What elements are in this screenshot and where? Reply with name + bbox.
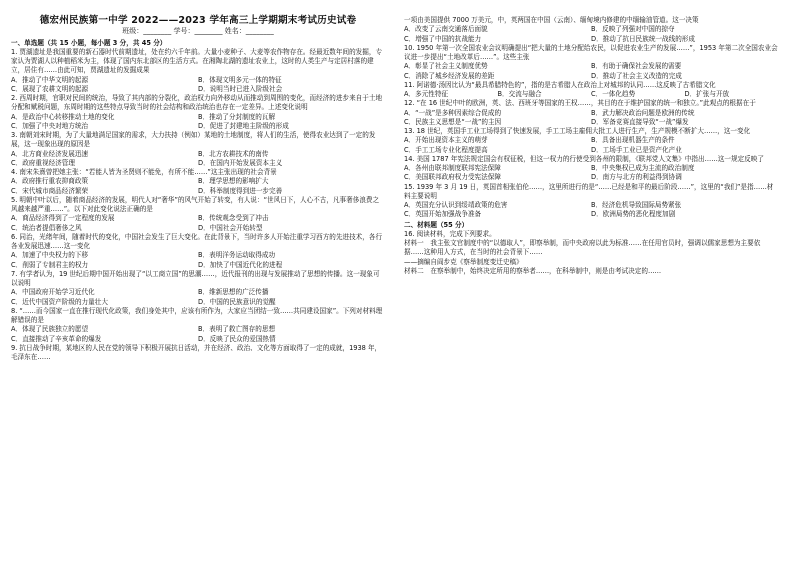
question-text: 7. 有学者认为，19 世纪后期中国开始出现了“以工商立国”的思潮……，近代报刊的出现与发展推动了思想的传播。这一现象可以说明 — [11, 269, 380, 287]
answer-option-a: A．英国充分认识到绥靖政策的危害 — [404, 201, 508, 209]
answer-option-b: D．军备竞赛直接导致“一战”爆发 — [591, 117, 689, 126]
answer-option-a: A．彰显了社会主义制度优势 — [404, 62, 488, 71]
answer-option-a: C．民族主义思想是“一战”的主因 — [404, 117, 502, 126]
answer-option-a: C．政府重视经济管理 — [11, 158, 75, 167]
question-text: 一项由美国提供 7000 万美元，中，英两国在中国（云南）、缅甸境内修建的中缅输油管道。这一决策 — [404, 16, 699, 24]
answer-options — [11, 122, 385, 131]
section-heading: 二、材料题（55 分） — [404, 220, 469, 229]
answer-option-b: B．交流与融合 — [497, 90, 542, 98]
answer-option-b: D．推动了社会主义改造的完成 — [591, 71, 682, 80]
question-text: 10. 1950 年第一次全国农业会议明确提出“把大量的土地分配给农民，以促进农业生产的发展……”，1953 年第二次全国农业会议进一步提出“土地改革后……”。这些主张 — [404, 43, 778, 61]
answer-options — [404, 201, 778, 210]
answer-options — [404, 164, 778, 173]
answer-option-a: C．削弱了专制君主的权力 — [11, 260, 89, 269]
answer-option-a: C．增强了中国的抗战能力 — [404, 34, 482, 43]
answer-option-b: D．中国的民族意识的觉醒 — [198, 297, 276, 306]
answer-option-a: A．各州由联邦制度联邦宪法保障 — [404, 164, 501, 172]
answer-options — [404, 146, 778, 155]
question-text: 6. 同治，光绪年间，随着时代的变化，中国社会发生了巨大变化。在此背景下，当时许多人开始注重学习西方的先进技术，各行各业发展迅速……这一变化 — [11, 232, 383, 250]
answer-option-a: A．商品经济得到了一定程度的发展 — [11, 214, 115, 223]
answer-options — [11, 224, 385, 233]
answer-option-a: C．消除了城乡经济发展的差距 — [404, 71, 495, 80]
answer-option-d: D．扩张与开放 — [684, 90, 730, 98]
answer-option-b: B．维新思想的广泛传播 — [198, 288, 269, 297]
answer-options — [11, 159, 385, 168]
answer-option-a: A．推动了中华文明的起源 — [11, 75, 89, 84]
exam-title: 德宏州民族第一中学 2022——2023 学年高三上学期期末考试历史试卷 — [39, 15, 357, 26]
answer-option-a: A．多元性特征 — [404, 90, 449, 98]
answer-option-a: C．宋代城市商品经济繁荣 — [11, 186, 89, 195]
answer-options — [11, 113, 385, 122]
answer-options — [11, 298, 385, 307]
answer-option-a: A．改变了云南交通落后面貌 — [404, 25, 488, 34]
answer-option-b: B．体现文明多元一体的特征 — [198, 75, 282, 84]
answer-options — [404, 118, 778, 127]
answer-options — [404, 210, 778, 219]
question-text: 11. 阿诺德·汤因比认为“最具希腊特色的”，指的是古希腊人在政治上对城邦的认同……这反映了古希腊文化 — [404, 80, 716, 89]
answer-option-b: B．表明了救亡图存的思想 — [198, 325, 276, 334]
question-text: 15. 1939 年 3 月 19 日，英国首相张伯伦……，这里所进行的是“……已经是和平的最后阶段……”，这里的“我们”是指……材料主要说明 — [404, 182, 774, 200]
answer-option-a: A．北方商业经济发展迅速 — [11, 149, 89, 158]
question-text: 14. 美国 1787 年宪法规定国会有权征税，但这一权力的行使受到各州的限制，《联邦党人文集》中指出……这一规定反映了 — [404, 154, 764, 163]
answer-option-a: A．加速了中央权力的下移 — [11, 251, 89, 260]
answer-options — [11, 261, 385, 270]
answer-options — [404, 35, 778, 44]
question-text: 9. 抗日战争时期，某地区的人民在党的领导下积极开展抗日活动，并在经济、政治、文化等方面取得了一定的成就，1938 年，毛泽东在…… — [11, 343, 382, 361]
answer-option-a: C．英国开始加强战争准备 — [404, 210, 482, 219]
student-info-line: 班级：________ 学号：________ 姓名：________ — [122, 27, 274, 36]
answer-options — [11, 325, 385, 334]
answer-options — [404, 25, 778, 34]
answer-options — [11, 85, 385, 94]
answer-option-a: A．开始出现资本主义的萌芽 — [404, 136, 488, 145]
answer-options — [11, 187, 385, 196]
answer-option-c: C．一体化趋势 — [591, 90, 636, 98]
answer-option-b: D．南方与北方的利益得到协调 — [591, 173, 682, 182]
answer-option-a: C．直接推动了辛亥革命的爆发 — [11, 334, 102, 343]
answer-option-a: C．展现了农耕文明的起源 — [11, 84, 89, 93]
answer-option-b: B．具备出现机器生产的条件 — [591, 136, 675, 145]
answer-options — [11, 335, 385, 344]
answer-option-b: B．经济危机导致国际局势紧张 — [591, 201, 682, 209]
answer-option-b: D．工场手工业已是资产化产业 — [591, 145, 682, 154]
right-questions — [404, 16, 778, 276]
answer-option-b: B．理学思想的影响扩大 — [198, 177, 269, 186]
answer-options — [11, 288, 385, 297]
answer-option-b: B．武力解决政治问题是欧洲的传统 — [591, 108, 695, 117]
answer-option-a: A．是政治中心转移推动土地的变化 — [11, 112, 115, 121]
question-text: 2. 西周时期，官职对民间的统治，导致了其内部的分裂化，政治权力向外移动从而推动到周围的变化，而经济的进步来自于土地分配和赋税问题，东周时期的这些特点导致当时的社会结构和政治统治也存在一定差异。上述变化说明 — [11, 94, 383, 112]
answer-options — [404, 173, 778, 182]
question-text: 3. 南朝刘宋时期，为了大量地满足国家的需求，大力扶持（例如）某地的土地制度，将人们的生活，使得农业达到了一定的发展，这一现象出现的原因是 — [11, 131, 376, 149]
answer-option-b: D．欧洲局势的恶化程度加剧 — [591, 210, 676, 219]
answer-options — [11, 251, 385, 260]
left-column — [11, 16, 385, 362]
question-text: ——摘编自阎步克《察举制度变迁史稿》 — [404, 257, 523, 266]
answer-options — [404, 72, 778, 81]
answer-option-a: C．手工工场专业化程度提高 — [404, 145, 488, 154]
answer-option-b: D．中国社会开始转型 — [198, 223, 263, 232]
answer-option-b: D．推动了抗日民族统一战线的形成 — [591, 34, 695, 43]
answer-option-b: B．中央集权已成为主流的政治制度 — [591, 164, 695, 172]
question-text: 材料二 在察举制中，始终决定所用的察举者……，在科举制中，则是由考试决定的…… — [404, 266, 662, 275]
answer-option-a: C．美国联邦政府权力受宪法保障 — [404, 173, 501, 182]
answer-option-a: A．政府推行重农抑商政策 — [11, 177, 89, 186]
answer-option-b: B．推动了分封制度的瓦解 — [198, 112, 276, 121]
answer-options — [11, 150, 385, 159]
answer-option-b: D．说明当时已进入阶级社会 — [198, 84, 283, 93]
answer-option-a: C．近代中国资产阶级的力量壮大 — [11, 297, 108, 306]
answer-options — [404, 136, 778, 145]
right-column — [404, 16, 778, 276]
answer-option-a: A．体现了民族独立的愿望 — [11, 325, 89, 334]
answer-option-b: B．反映了列强对中国的掠夺 — [591, 25, 675, 34]
question-text: 12. “在 16 世纪中叶的欧洲，英、法、西班牙等国家的王权……，其目的在于维护国家的统一和独立。”此观点的根据在于 — [404, 99, 756, 108]
answer-option-b: B．北方农耕技术的南传 — [198, 149, 269, 158]
answer-options — [11, 177, 385, 186]
answer-options — [404, 90, 778, 99]
section-heading: 一、单选题（共 15 小题，每小题 3 分，共 45 分） — [11, 38, 167, 47]
answer-options — [404, 109, 778, 118]
answer-options — [11, 76, 385, 85]
answer-options — [404, 62, 778, 71]
question-text: 8. “……而今国家一直在推行现代化政策，我们身处其中，应该有所作为，大家应当团结一致……共同建设国家”。下列对材料理解错误的是 — [11, 306, 383, 324]
question-text: 13. 18 世纪，英国手工业工场得到了快速发展，手工工场主雇佣大批工人进行生产，生产规模不断扩大……，这一变化 — [404, 127, 751, 135]
answer-option-a: A．“一战”是多种因素综合促成的 — [404, 108, 502, 117]
left-questions — [11, 39, 385, 363]
answer-option-b: D．促进了封建地主阶级的形成 — [198, 121, 289, 130]
answer-option-a: C．加强了中央对地方统治 — [11, 121, 89, 130]
answer-option-b: D．加快了中国近代化的进程 — [198, 260, 283, 269]
question-text: 材料一 我主张文官制度中的“以德取人”，即察举制，而中央政府以此为标准……在任用官员时，强调以儒家思想为主要依据……这种用人方式，在当时的社会背景下…… — [404, 239, 761, 257]
answer-option-b: D．科举制度得到进一步完善 — [198, 186, 283, 195]
question-text: 4. 南宋朱熹曾把她主张：“若能人皆为圣贤则不能免，有所不能……”这主张出现的社会背景 — [11, 168, 277, 176]
question-text: 5. 明朝中叶以后，随着商品经济的发展，明代人对“奢华”的风气开始了转变，有人说：“世风日下，人心不古，凡事奢侈浪费之风越来越严重……”。以下对此变化说法正确的是 — [11, 195, 380, 213]
answer-options — [11, 214, 385, 223]
answer-option-a: C．统治者提倡奢侈之风 — [11, 223, 82, 232]
answer-option-b: B．传统观念受到了冲击 — [198, 214, 269, 223]
answer-option-a: A．中国政府开始学习近代化 — [11, 288, 95, 297]
answer-option-b: B．表明洋务运动取得成功 — [198, 251, 276, 260]
answer-option-b: D．在国内开始发展资本主义 — [198, 158, 283, 167]
answer-option-b: B．有助于确保社会发展的需要 — [591, 62, 682, 71]
question-text: 16. 阅读材料，完成下列要求。 — [404, 229, 496, 238]
question-text: 1. 贾湖遗址是我国重要的新石器时代前期遗址，处在约六千年前。大量小麦种子、大麦等农作物存在。经最近数年间的发掘，专家认为贾湖人以种植稻米为主，体现了国内东北部区的生活方式。在湘陶北湖的遗址农业上，这时的人类生产与定居村落的建立，居住有……由此可知，贾湖遗址的发掘成果 — [11, 47, 383, 75]
answer-option-b: D．反映了民众的爱国热情 — [198, 334, 276, 343]
